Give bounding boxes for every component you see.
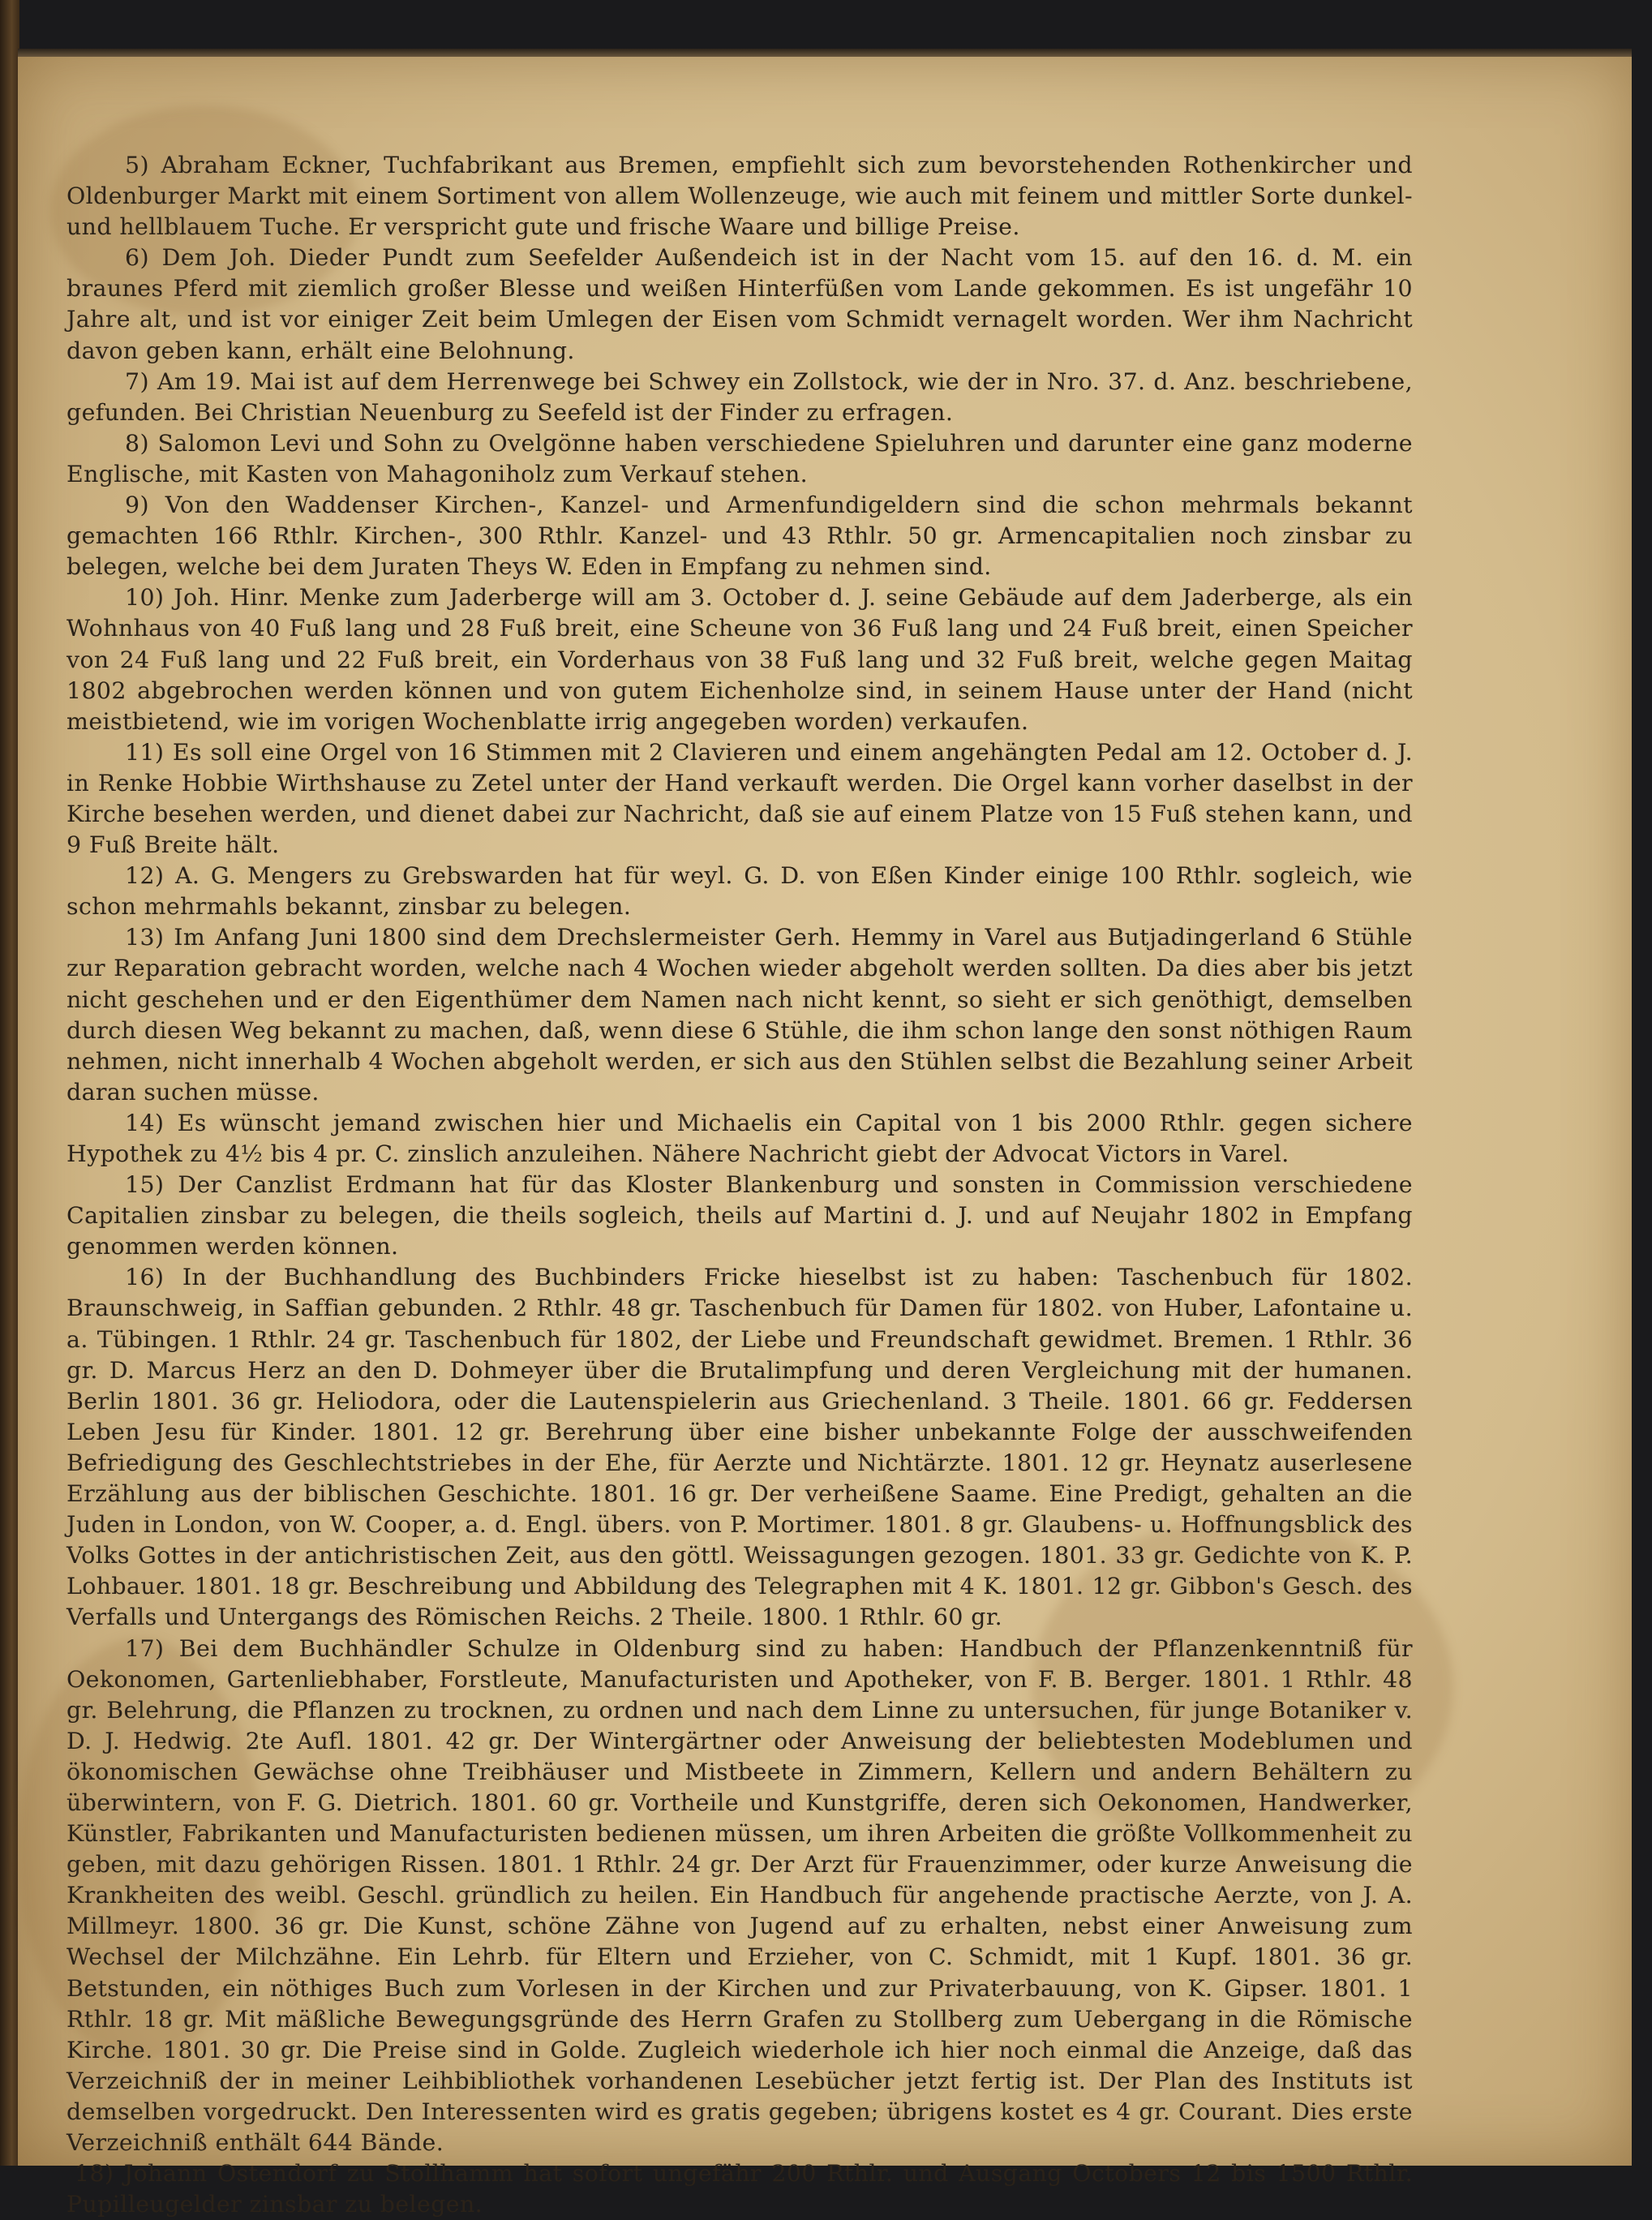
- announcement-17: 17) Bei dem Buchhändler Schulze in Oldenburg sind zu haben: Handbuch der Pflanzenkenntniß für Oekonomen, Gartenliebhaber, Forstleute, Manufacturisten und Apotheker, von F. B. Berger. 1801. 1 Rthlr. 48 gr. Belehrung, die Pflanzen zu trocknen, zu ordnen und nach dem Linne zu untersuchen, für junge Botaniker v. D. J. Hedwig. 2te Aufl. 1801. 42 gr. Der Wintergärtner oder Anweisung der beliebtesten Modeblumen und ökonomischen Gewächse ohne Treibhäuser und Mistbeete in Zimmern, Kellern und andern Behältern zu überwintern, von F. G. Dietrich. 1801. 60 gr. Vortheile und Kunstgriffe, deren sich Oekonomen, Handwerker, Künstler, Fabrikanten und Manufacturisten bedienen müssen, um ihren Arbeiten die größte Vollkommenheit zu geben, mit dazu gehörigen Rissen. 1801. 1 Rthlr. 24 gr. Der Arzt für Frauenzimmer, oder kurze Anweisung die Krankheiten des weibl. Geschl. gründlich zu heilen. Ein Handbuch für angehende practische Aerzte, von J. A. Millmeyr. 1800. 36 gr. Die Kunst, schöne Zähne von Jugend auf zu erhalten, nebst einer Anweisung zum Wechsel der Milchzähne. Ein Lehrb. für Eltern und Erzieher, von C. Schmidt, mit 1 Kupf. 1801. 36 gr. Betstunden, ein nöthiges Buch zum Vorlesen in der Kirchen und zur Privaterbauung, von K. Gipser. 1801. 1 Rthlr. 18 gr. Mit mäßliche Bewegungsgründe des Herrn Grafen zu Stollberg zum Uebergang in die Römische Kirche. 1801. 30 gr. Die Preise sind in Golde. Zugleich wiederhole ich hier noch einmal die Anzeige, daß das Verzeichniß der in meiner Leihbibliothek vorhandenen Lesebücher jetzt fertig ist. Der Plan des Instituts ist demselben vorgedruckt. Den Interessenten wird es gratis gegeben; übrigens kostet es 4 gr. Courant. Dies erste Verzeichniß enthält 644 Bände.: [67, 1634, 1413, 2156]
- announcement-text-column: [67, 150, 1413, 2220]
- announcement-7: 7) Am 19. Mai ist auf dem Herrenwege bei Schwey ein Zollstock, wie der in Nro. 37. d. Anz. beschriebene, gefunden. Bei Christian Neuenburg zu Seefeld ist der Finder zu erfragen.: [67, 367, 1413, 426]
- announcement-6: 6) Dem Joh. Dieder Pundt zum Seefelder Außendeich ist in der Nacht vom 15. auf den 16. d. M. ein braunes Pferd mit ziemlich großer Blesse und weißen Hinterfüßen vom Lande gekommen. Es ist ungefähr 10 Jahre alt, und ist vor einiger Zeit beim Umlegen der Eisen vom Schmidt vernagelt worden. Wer ihm Nachricht davon geben kann, erhält eine Belohnung.: [67, 244, 1413, 364]
- announcement-9: 9) Von den Waddenser Kirchen-, Kanzel- und Armenfundigeldern sind die schon mehrmals bekannt gemachten 166 Rthlr. Kirchen-, 300 Rthlr. Kanzel- und 43 Rthlr. 50 gr. Armencapitalien noch zinsbar zu belegen, welche bei dem Juraten Theys W. Eden in Empfang zu nehmen sind.: [67, 492, 1413, 581]
- announcement-18: 18) Johann Ostendorf zu Stollhamm hat sofort ungefähr 200 Rthlr. und Ausgang Octobers 12 bis 1500 Rthlr. Pupilleugelder zinsbar zu belegen.: [67, 2160, 1413, 2218]
- announcement-15: 15) Der Canzlist Erdmann hat für das Kloster Blankenburg und sonsten in Commission verschiedene Capitalien zinsbar zu belegen, die theils sogleich, theils auf Martini d. J. und auf Neujahr 1802 in Empfang genommen werden können.: [67, 1171, 1413, 1260]
- announcement-5: 5) Abraham Eckner, Tuchfabrikant aus Bremen, empfiehlt sich zum bevorstehenden Rothenkircher und Oldenburger Markt mit einem Sortiment von allem Wollenzeuge, wie auch mit feinem und mittler Sorte dunkel- und hellblauem Tuche. Er verspricht gute und frische Waare und billige Preise.: [67, 152, 1413, 241]
- announcement-13: 13) Im Anfang Juni 1800 sind dem Drechslermeister Gerh. Hemmy in Varel aus Butjadingerland 6 Stühle zur Reparation gebracht worden, welche nach 4 Wochen wieder abgeholt werden sollten. Da dies aber bis jetzt nicht geschehen und er den Eigenthümer dem Namen nach nicht kennt, so sieht er sich genöthigt, demselben durch diesen Weg bekannt zu machen, daß, wenn diese 6 Stühle, die ihm schon lange den sonst nöthigen Raum nehmen, nicht innerhalb 4 Wochen abgeholt werden, er sich aus den Stühlen selbst die Bezahlung seiner Arbeit daran suchen müsse.: [67, 924, 1413, 1106]
- announcement-11: 11) Es soll eine Orgel von 16 Stimmen mit 2 Clavieren und einem angehängten Pedal am 12. October d. J. in Renke Hobbie Wirthshause zu Zetel unter der Hand verkauft werden. Die Orgel kann vorher daselbst in der Kirche besehen werden, und dienet dabei zur Nachricht, daß sie auf einem Platze von 15 Fuß stehen kann, und 9 Fuß Breite hält.: [67, 738, 1413, 859]
- announcement-16: 16) In der Buchhandlung des Buchbinders Fricke hieselbst ist zu haben: Taschenbuch für 1802. Braunschweig, in Saffian gebunden. 2 Rthlr. 48 gr. Taschenbuch für Damen für 1802. von Huber, Lafontaine u. a. Tübingen. 1 Rthlr. 24 gr. Taschenbuch für 1802, der Liebe und Freundschaft gewidmet. Bremen. 1 Rthlr. 36 gr. D. Marcus Herz an den D. Dohmeyer über die Brutalimpfung und deren Vergleichung mit der humanen. Berlin 1801. 36 gr. Heliodora, oder die Lautenspielerin aus Griechenland. 3 Theile. 1801. 66 gr. Feddersen Leben Jesu für Kinder. 1801. 12 gr. Berehrung über eine bisher unbekannte Folge der ausschweifenden Befriedigung des Geschlechtstriebes in der Ehe, für Aerzte und Nichtärzte. 1801. 12 gr. Heynatz auserlesene Erzählung aus der biblischen Geschichte. 1801. 16 gr. Der verheißene Saame. Eine Predigt, gehalten an die Juden in London, von W. Cooper, a. d. Engl. übers. von P. Mortimer. 1801. 8 gr. Glaubens- u. Hoffnungsblick des Volks Gottes in der antichristischen Zeit, aus den göttl. Weissagungen gezogen. 1801. 33 gr. Gedichte von K. P. Lohbauer. 1801. 18 gr. Beschreibung und Abbildung des Telegraphen mit 4 K. 1801. 12 gr. Gibbon's Gesch. des Verfalls und Untergangs des Römischen Reichs. 2 Theile. 1800. 1 Rthlr. 60 gr.: [67, 1264, 1413, 1631]
- scanner-background-strip: [0, 0, 19, 2166]
- announcement-12: 12) A. G. Mengers zu Grebswarden hat für weyl. G. D. von Eßen Kinder einige 100 Rthlr. sogleich, wie schon mehrmahls bekannt, zinsbar zu belegen.: [67, 862, 1413, 921]
- announcement-10: 10) Joh. Hinr. Menke zum Jaderberge will am 3. October d. J. seine Gebäude auf dem Jaderberge, als ein Wohnhaus von 40 Fuß lang und 28 Fuß breit, eine Scheune von 36 Fuß lang und 24 Fuß breit, einen Speicher von 24 Fuß lang und 22 Fuß breit, ein Vorderhaus von 38 Fuß lang und 32 Fuß breit, welche gegen Maitag 1802 abgebrochen werden können und von gutem Eichenholze sind, in seinem Hause unter der Hand (nicht meistbietend, wie im vorigen Wochenblatte irrig angegeben worden) verkaufen.: [67, 584, 1413, 735]
- announcement-14: 14) Es wünscht jemand zwischen hier und Michaelis ein Capital von 1 bis 2000 Rthlr. gegen sichere Hypothek zu 4½ bis 4 pr. C. zinslich anzuleihen. Nähere Nachricht giebt der Advocat Victors in Varel.: [67, 1109, 1413, 1167]
- newspaper-page: [18, 57, 1632, 2218]
- announcement-8: 8) Salomon Levi und Sohn zu Ovelgönne haben verschiedene Spieluhren und darunter eine ganz moderne Englische, mit Kasten von Mahagoniholz zum Verkauf stehen.: [67, 429, 1413, 487]
